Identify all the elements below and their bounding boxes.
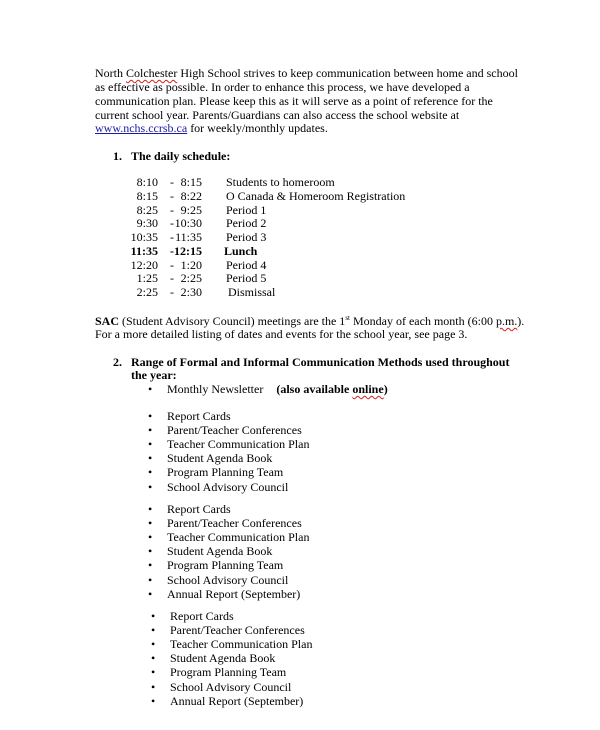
intro-colchester: Colchester: [126, 66, 178, 80]
section2-title-line-2: the year:: [131, 368, 177, 382]
schedule-end: 1:20: [180, 257, 202, 272]
schedule-label: Period 1: [226, 202, 267, 217]
list-item: Report Cards: [167, 502, 231, 516]
schedule-label: Period 4: [226, 257, 267, 272]
intro-line5-post: for weekly/monthly updates.: [187, 121, 328, 135]
intro-line-1: [95, 66, 518, 80]
list-item: Report Cards: [170, 609, 234, 623]
bullet-icon: •: [148, 502, 153, 516]
schedule-row: [0, 230, 600, 244]
schedule-dash: -: [170, 243, 174, 258]
schedule-end: 9:25: [180, 202, 202, 217]
schedule-end: 12:15: [174, 243, 202, 258]
schedule-start: 1:25: [136, 271, 158, 286]
schedule-dash: -: [170, 175, 174, 189]
list-item: Annual Report (September): [167, 586, 301, 601]
bullet-icon: •: [151, 651, 156, 666]
schedule-start: 8:15: [136, 188, 158, 203]
list-item: Program Planning Team: [170, 665, 287, 680]
schedule-end: 8:15: [180, 175, 202, 189]
schedule-dash: -: [170, 271, 174, 286]
bullet-icon: •: [151, 679, 156, 694]
schedule-dash: -: [170, 230, 174, 244]
sac-text-2: Monday of each month (6:00: [349, 314, 496, 328]
intro-line1-post: High School strives to keep communication between home and school: [177, 66, 518, 80]
schedule-dash: -: [170, 216, 174, 231]
list-item: Annual Report (September): [170, 693, 304, 708]
list-item: Teacher Communication Plan: [167, 530, 310, 545]
schedule-end: 2:25: [180, 271, 202, 286]
bullet-icon: •: [148, 530, 153, 545]
schedule-start: 9:30: [136, 216, 158, 231]
sac-line-2: For a more detailed listing of dates and events for the school year, see page 3.: [95, 327, 468, 341]
schedule-end: 11:35: [175, 230, 202, 244]
sac-text-3: ).: [517, 314, 525, 328]
list-item: Parent/Teacher Conferences: [167, 516, 302, 531]
bullet-icon: •: [151, 637, 156, 652]
list-item: School Advisory Council: [167, 572, 289, 587]
intro-line-4: current school year. Parents/Guardians can also access the school website at: [95, 108, 460, 122]
bullet-icon: •: [148, 558, 153, 573]
list-item: Teacher Communication Plan: [170, 637, 313, 652]
newsletter-item: [167, 382, 388, 396]
bullet-icon: •: [148, 516, 153, 531]
intro-line1-pre: North: [95, 66, 126, 80]
schedule-row: [0, 203, 600, 217]
schedule-end: 10:30: [174, 216, 202, 231]
schedule-label: Students to homeroom: [226, 175, 335, 189]
list-item: Student Agenda Book: [170, 651, 276, 666]
schedule-start: 11:35: [130, 243, 158, 258]
school-website-link[interactable]: www.nchs.ccrsb.ca: [95, 121, 188, 135]
newsletter-note: (also available online): [276, 382, 388, 396]
bullet-icon: •: [148, 544, 153, 559]
intro-line-2: as effective as possible. In order to enhance this process, we have developed a: [95, 80, 470, 94]
list-item: Student Agenda Book: [167, 544, 273, 559]
schedule-label: Dismissal: [228, 285, 276, 299]
bullet-icon: •: [148, 409, 153, 423]
list-item: Student Agenda Book: [167, 451, 273, 466]
list-item: Program Planning Team: [167, 558, 284, 573]
bullet-icon: •: [148, 451, 153, 466]
list-item: School Advisory Council: [170, 679, 292, 694]
schedule-label: Period 5: [226, 271, 267, 286]
schedule-label: Period 3: [226, 230, 267, 244]
schedule-start: 12:20: [130, 257, 158, 272]
schedule-row: [0, 175, 600, 189]
schedule-row: [0, 271, 600, 285]
schedule-dash: -: [170, 285, 174, 299]
bullet-icon: •: [148, 465, 153, 480]
list-item: School Advisory Council: [167, 479, 289, 494]
list-item: Report Cards: [167, 409, 231, 423]
bullet-icon: •: [151, 609, 156, 623]
schedule-row: [0, 285, 600, 299]
schedule-dash: -: [170, 188, 174, 203]
intro-line-5: [95, 121, 328, 135]
schedule-dash: -: [170, 257, 174, 272]
bullet-newsletter: •: [148, 382, 153, 396]
schedule-start: 2:25: [136, 285, 158, 299]
schedule-row: [0, 216, 600, 230]
newsletter-label: Monthly Newsletter: [167, 382, 264, 396]
schedule-start: 10:35: [130, 230, 158, 244]
section1-title: The daily schedule:: [131, 149, 231, 163]
schedule-row: [0, 258, 600, 272]
schedule-label: Lunch: [224, 243, 258, 258]
bullet-icon: •: [148, 423, 153, 438]
sac-sup: st: [345, 314, 350, 322]
list-item: Parent/Teacher Conferences: [170, 623, 305, 638]
bullet-icon: •: [148, 572, 153, 587]
bullet-icon: •: [151, 693, 156, 708]
schedule-end: 2:30: [180, 285, 202, 299]
bullet-icon: •: [148, 437, 153, 452]
schedule-end: 8:22: [180, 188, 202, 203]
list-item: Parent/Teacher Conferences: [167, 423, 302, 438]
bullet-icon: •: [151, 665, 156, 680]
bullet-icon: •: [148, 479, 153, 494]
schedule-row: [0, 189, 600, 203]
sac-line-1: [95, 314, 524, 328]
schedule-start: 8:25: [136, 202, 158, 217]
sac-label: SAC: [95, 314, 120, 328]
bullet-icon: •: [148, 586, 153, 601]
list-item: Teacher Communication Plan: [167, 437, 310, 452]
schedule-label: Period 2: [226, 216, 267, 231]
section2-number: 2.: [113, 355, 122, 369]
schedule-label: O Canada & Homeroom Registration: [226, 188, 406, 203]
intro-line-3: communication plan. Please keep this as it will serve as a point of reference for the: [95, 94, 493, 108]
schedule-dash: -: [170, 202, 174, 217]
section2-title-line-1: Range of Formal and Informal Communication Methods used throughout: [131, 355, 510, 369]
section1-number: 1.: [113, 149, 122, 163]
sac-pm: p.m.: [495, 314, 518, 328]
schedule-start: 8:10: [136, 175, 158, 189]
list-item: Program Planning Team: [167, 465, 284, 480]
sac-text-1: (Student Advisory Council) meetings are the 1: [119, 314, 346, 328]
bullet-icon: •: [151, 623, 156, 638]
schedule-row: [0, 244, 600, 258]
